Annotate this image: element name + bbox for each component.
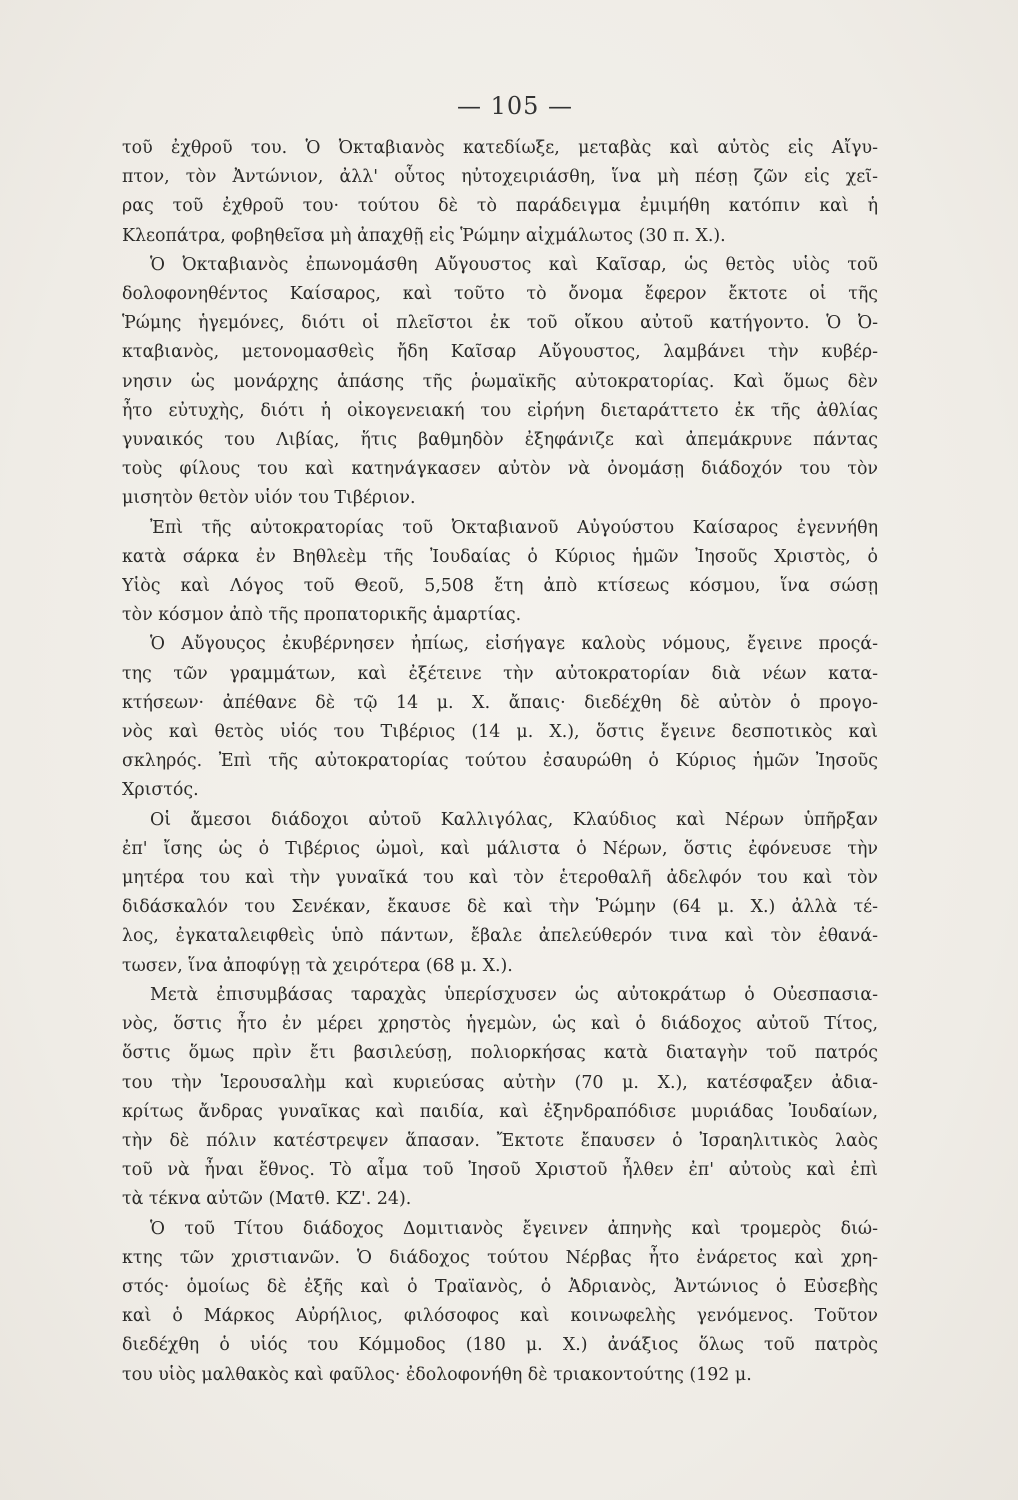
text-line: ὅστις ὅμως πρὶν ἔτι βασιλεύσῃ, πολιορκήσας κατὰ διαταγὴν τοῦ πατρός <box>122 1043 878 1064</box>
text-line: νὸς, ὅστις ἦτο ἐν μέρει χρηστὸς ἡγεμὼν, ὡς καὶ ὁ διάδοχος αὐτοῦ Τίτος, <box>122 1014 878 1035</box>
text-line: Ὁ Αὔγουςος ἐκυβέρνησεν ἠπίως, εἰσήγαγε καλοὺς νόμους, ἔγεινε προςά- <box>150 634 878 655</box>
text-line: μισητὸν θετὸν υἱόν του Τιβέριον. <box>122 488 416 509</box>
text-line: δολοφονηθέντος Καίσαρος, καὶ τοῦτο τὸ ὄνομα ἔφερον ἔκτοτε οἱ τῆς <box>122 284 878 305</box>
paragraph <box>122 630 878 805</box>
body-text <box>122 134 878 1390</box>
text-line: Κλεοπάτρα, φοβηθεῖσα μὴ ἀπαχθῇ εἰς Ῥώμην αἰχμάλωτος (30 π. Χ.). <box>122 225 726 246</box>
text-line: κρίτως ἄνδρας γυναῖκας καὶ παιδία, καὶ ἐξηνδραπόδισε μυριάδας Ἰουδαίων, <box>122 1101 878 1122</box>
text-line: σκληρός. Ἐπὶ τῆς αὐτοκρατορίας τούτου ἐσαυρώθη ὁ Κύριος ἡμῶν Ἰησοῦς <box>122 751 878 772</box>
text-line: στός· ὁμοίως δὲ ἐξῆς καὶ ὁ Τραϊανὸς, ὁ Ἀδριανὸς, Ἀντώνιος ὁ Εὐσεβὴς <box>122 1276 878 1297</box>
text-line: τὸν κόσμον ἀπὸ τῆς προπατορικῆς ἁμαρτίας. <box>122 605 522 626</box>
text-line: ἐπ' ἴσης ὡς ὁ Τιβέριος ὠμοὶ, καὶ μάλιστα ὁ Νέρων, ὅστις ἐφόνευσε τὴν <box>122 838 878 859</box>
text-line: Ὁ τοῦ Τίτου διάδοχος Δομιτιανὸς ἔγεινεν ἀπηνὴς καὶ τρομερὸς διώ- <box>150 1218 878 1239</box>
text-line: καὶ ὁ Μάρκος Αὐρήλιος, φιλόσοφος καὶ κοινωφελὴς γενόμενος. Τοῦτον <box>122 1306 878 1327</box>
text-line: τοὺς φίλους του καὶ κατηνάγκασεν αὐτὸν νὰ ὀνομάσῃ διάδοχόν του τὸν <box>122 459 878 480</box>
text-line: κτήσεων· ἀπέθανε δὲ τῷ 14 μ. Χ. ἄπαις· διεδέχθη δὲ αὐτὸν ὁ προγο- <box>122 692 878 713</box>
text-line: τὰ τέκνα αὐτῶν (Ματθ. ΚΖ'. 24). <box>122 1189 412 1210</box>
text-line: διδάσκαλόν του Σενέκαν, ἔκαυσε δὲ καὶ τὴν Ῥώμην (64 μ. Χ.) ἀλλὰ τέ- <box>122 897 878 918</box>
text-line: τοῦ ἐχθροῦ του. Ὁ Ὀκταβιανὸς κατεδίωξε, μεταβὰς καὶ αὐτὸς εἰς Αἴγυ- <box>122 138 878 158</box>
text-line: κτης τῶν χριστιανῶν. Ὁ διάδοχος τούτου Νέρβας ἦτο ἐνάρετος καὶ χρη- <box>122 1247 878 1268</box>
text-line: της τῶν γραμμάτων, καὶ ἐξέτεινε τὴν αὐτοκρατορίαν διὰ νέων κατα- <box>122 663 878 684</box>
text-line: μητέρα του καὶ τὴν γυναῖκά του καὶ τὸν ἑτεροθαλῆ ἀδελφόν του καὶ τὸν <box>122 868 878 889</box>
text-line: πτον, τὸν Ἀντώνιον, ἀλλ' οὗτος ηὐτοχειριάσθη, ἵνα μὴ πέσῃ ζῶν εἰς χεῖ- <box>122 167 878 188</box>
text-line: του υἱὸς μαλθακὸς καὶ φαῦλος· ἐδολοφονήθη δὲ τριακοντούτης (192 μ. <box>122 1364 752 1385</box>
paragraph <box>122 1215 878 1390</box>
paragraph <box>122 981 878 1215</box>
paragraph <box>122 134 878 251</box>
text-line: Οἱ ἄμεσοι διάδοχοι αὐτοῦ Καλλιγόλας, Κλαύδιος καὶ Νέρων ὑπῆρξαν <box>150 809 878 830</box>
page-number: — 105 — <box>456 92 574 120</box>
text-line: διεδέχθη ὁ υἱός του Κόμμοδος (180 μ. Χ.) ἀνάξιος ὅλως τοῦ πατρὸς <box>122 1335 878 1356</box>
text-line: τὴν δὲ πόλιν κατέστρεψεν ἅπασαν. Ἔκτοτε ἔπαυσεν ὁ Ἰσραηλιτικὸς λαὸς <box>122 1130 878 1151</box>
text-line: του τὴν Ἱερουσαλὴμ καὶ κυριεύσας αὐτὴν (70 μ. Χ.), κατέσφαξεν ἀδια- <box>122 1072 878 1093</box>
text-line: λος, ἐγκαταλειφθεὶς ὑπὸ πάντων, ἔβαλε ἀπελεύθερόν τινα καὶ τὸν ἐθανά- <box>122 926 878 947</box>
text-line: τοῦ νὰ ἦναι ἔθνος. Τὸ αἷμα τοῦ Ἰησοῦ Χριστοῦ ἦλθεν ἐπ' αὐτοὺς καὶ ἐπὶ <box>122 1160 878 1181</box>
text-line: Ῥώμης ἡγεμόνες, διότι οἱ πλεῖστοι ἐκ τοῦ οἴκου αὐτοῦ κατήγοντο. Ὁ Ὀ- <box>122 313 878 334</box>
paragraph <box>122 251 878 514</box>
text-line: νησιν ὡς μονάρχης ἁπάσης τῆς ῥωμαϊκῆς αὐτοκρατορίας. Καὶ ὅμως δὲν <box>122 371 878 392</box>
text-line: Χριστός. <box>122 780 199 801</box>
text-line: κατὰ σάρκα ἐν Βηθλεὲμ τῆς Ἰουδαίας ὁ Κύριος ἡμῶν Ἰησοῦς Χριστὸς, ὁ <box>122 546 878 567</box>
text-line: Ἐπὶ τῆς αὐτοκρατορίας τοῦ Ὀκταβιανοῦ Αὐγούστου Καίσαρος ἐγεννήθη <box>150 517 878 538</box>
paragraph <box>122 806 878 981</box>
text-line: τωσεν, ἵνα ἀποφύγῃ τὰ χειρότερα (68 μ. Χ.). <box>122 955 513 976</box>
text-line: ρας τοῦ ἐχθροῦ του· τούτου δὲ τὸ παράδειγμα ἐμιμήθη κατόπιν καὶ ἡ <box>122 196 878 217</box>
text-line: ἦτο εὐτυχὴς, διότι ἡ οἰκογενειακή του εἰρήνη διεταράττετο ἐκ τῆς ἀθλίας <box>122 400 878 421</box>
text-line: κταβιανὸς, μετονομασθεὶς ἤδη Καῖσαρ Αὔγουστος, λαμβάνει τὴν κυβέρ- <box>122 342 878 363</box>
text-line: Ὁ Ὀκταβιανὸς ἐπωνομάσθη Αὔγουστος καὶ Καῖσαρ, ὡς θετὸς υἱὸς τοῦ <box>150 254 878 275</box>
paragraph <box>122 514 878 631</box>
text-line: Υἱὸς καὶ Λόγος τοῦ Θεοῦ, 5,508 ἔτη ἀπὸ κτίσεως κόσμου, ἵνα σώσῃ <box>122 576 878 597</box>
text-line: Μετὰ ἐπισυμβάσας ταραχὰς ὑπερίσχυσεν ὡς αὐτοκράτωρ ὁ Οὐεσπασια- <box>150 984 878 1005</box>
text-line: νὸς καὶ θετὸς υἱός του Τιβέριος (14 μ. Χ.), ὅστις ἔγεινε δεσποτικὸς καὶ <box>122 722 878 743</box>
text-line: γυναικός του Λιβίας, ἥτις βαθμηδὸν ἐξηφάνιζε καὶ ἀπεμάκρυνε πάντας <box>122 430 878 451</box>
